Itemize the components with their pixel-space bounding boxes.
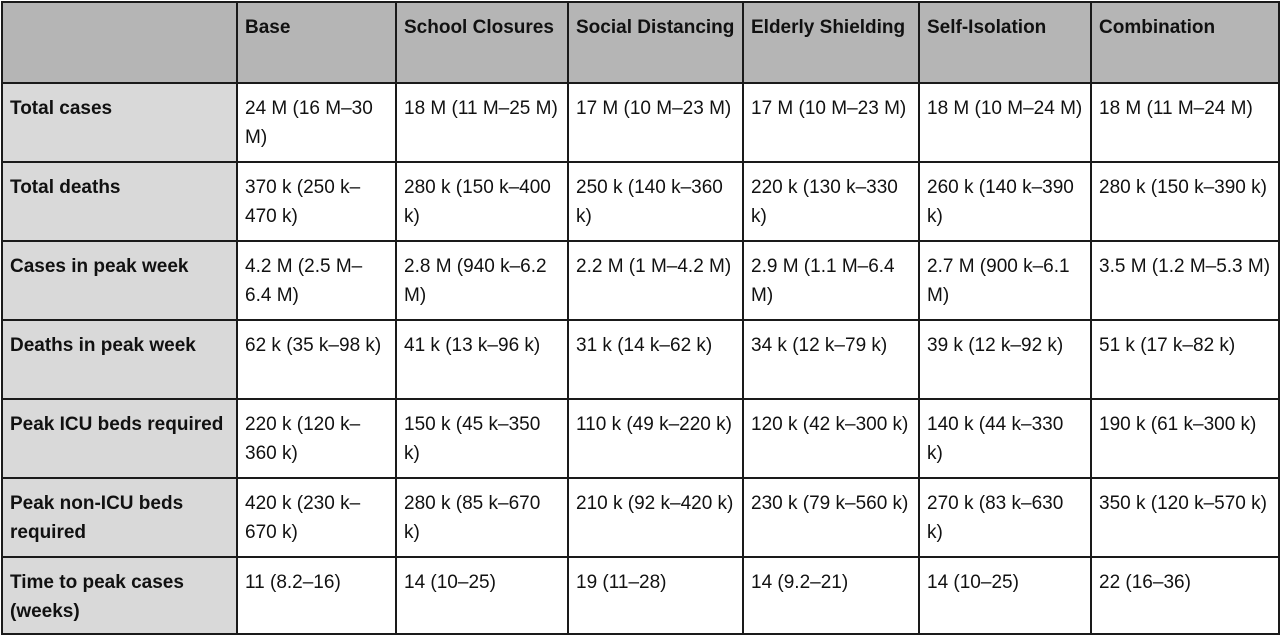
cell: 39 k (12 k–92 k) — [919, 320, 1091, 399]
cell: 110 k (49 k–220 k) — [568, 399, 743, 478]
header-combination: Combination — [1091, 2, 1279, 83]
cell: 2.9 M (1.1 M–6.4 M) — [743, 241, 919, 320]
cell: 17 M (10 M–23 M) — [743, 83, 919, 162]
cell: 190 k (61 k–300 k) — [1091, 399, 1279, 478]
cell: 17 M (10 M–23 M) — [568, 83, 743, 162]
header-social-distancing: Social Distancing — [568, 2, 743, 83]
row-label-deaths-peak-week: Deaths in peak week — [2, 320, 237, 399]
cell: 220 k (130 k–330 k) — [743, 162, 919, 241]
cell: 51 k (17 k–82 k) — [1091, 320, 1279, 399]
header-corner-cell — [2, 2, 237, 83]
cell: 260 k (140 k–390 k) — [919, 162, 1091, 241]
header-school-closures: School Closures — [396, 2, 568, 83]
cell: 18 M (10 M–24 M) — [919, 83, 1091, 162]
header-elderly-shielding: Elderly Shielding — [743, 2, 919, 83]
table-row — [2, 478, 1279, 557]
cell: 370 k (250 k–470 k) — [237, 162, 396, 241]
cell: 31 k (14 k–62 k) — [568, 320, 743, 399]
cell: 22 (16–36) — [1091, 557, 1279, 634]
results-table — [1, 1, 1280, 635]
cell: 41 k (13 k–96 k) — [396, 320, 568, 399]
cell: 18 M (11 M–25 M) — [396, 83, 568, 162]
cell: 150 k (45 k–350 k) — [396, 399, 568, 478]
cell: 420 k (230 k–670 k) — [237, 478, 396, 557]
cell: 140 k (44 k–330 k) — [919, 399, 1091, 478]
cell: 120 k (42 k–300 k) — [743, 399, 919, 478]
cell: 280 k (85 k–670 k) — [396, 478, 568, 557]
table-row — [2, 320, 1279, 399]
cell: 2.2 M (1 M–4.2 M) — [568, 241, 743, 320]
table-row — [2, 162, 1279, 241]
row-label-total-deaths: Total deaths — [2, 162, 237, 241]
cell: 14 (10–25) — [919, 557, 1091, 634]
row-label-peak-icu-beds: Peak ICU beds required — [2, 399, 237, 478]
row-label-total-cases: Total cases — [2, 83, 237, 162]
table-row — [2, 241, 1279, 320]
row-label-time-to-peak: Time to peak cases (weeks) — [2, 557, 237, 634]
table-row — [2, 83, 1279, 162]
cell: 14 (9.2–21) — [743, 557, 919, 634]
cell: 24 M (16 M–30 M) — [237, 83, 396, 162]
cell: 62 k (35 k–98 k) — [237, 320, 396, 399]
cell: 3.5 M (1.2 M–5.3 M) — [1091, 241, 1279, 320]
cell: 280 k (150 k–390 k) — [1091, 162, 1279, 241]
cell: 4.2 M (2.5 M–6.4 M) — [237, 241, 396, 320]
table-row — [2, 399, 1279, 478]
cell: 34 k (12 k–79 k) — [743, 320, 919, 399]
cell: 18 M (11 M–24 M) — [1091, 83, 1279, 162]
cell: 230 k (79 k–560 k) — [743, 478, 919, 557]
cell: 11 (8.2–16) — [237, 557, 396, 634]
cell: 2.7 M (900 k–6.1 M) — [919, 241, 1091, 320]
cell: 270 k (83 k–630 k) — [919, 478, 1091, 557]
cell: 19 (11–28) — [568, 557, 743, 634]
cell: 250 k (140 k–360 k) — [568, 162, 743, 241]
cell: 210 k (92 k–420 k) — [568, 478, 743, 557]
row-label-cases-peak-week: Cases in peak week — [2, 241, 237, 320]
header-row — [2, 2, 1279, 83]
row-label-peak-non-icu-beds: Peak non-ICU beds required — [2, 478, 237, 557]
header-self-isolation: Self-Isolation — [919, 2, 1091, 83]
cell: 2.8 M (940 k–6.2 M) — [396, 241, 568, 320]
cell: 350 k (120 k–570 k) — [1091, 478, 1279, 557]
cell: 220 k (120 k–360 k) — [237, 399, 396, 478]
cell: 280 k (150 k–400 k) — [396, 162, 568, 241]
header-base: Base — [237, 2, 396, 83]
table-row — [2, 557, 1279, 634]
cell: 14 (10–25) — [396, 557, 568, 634]
